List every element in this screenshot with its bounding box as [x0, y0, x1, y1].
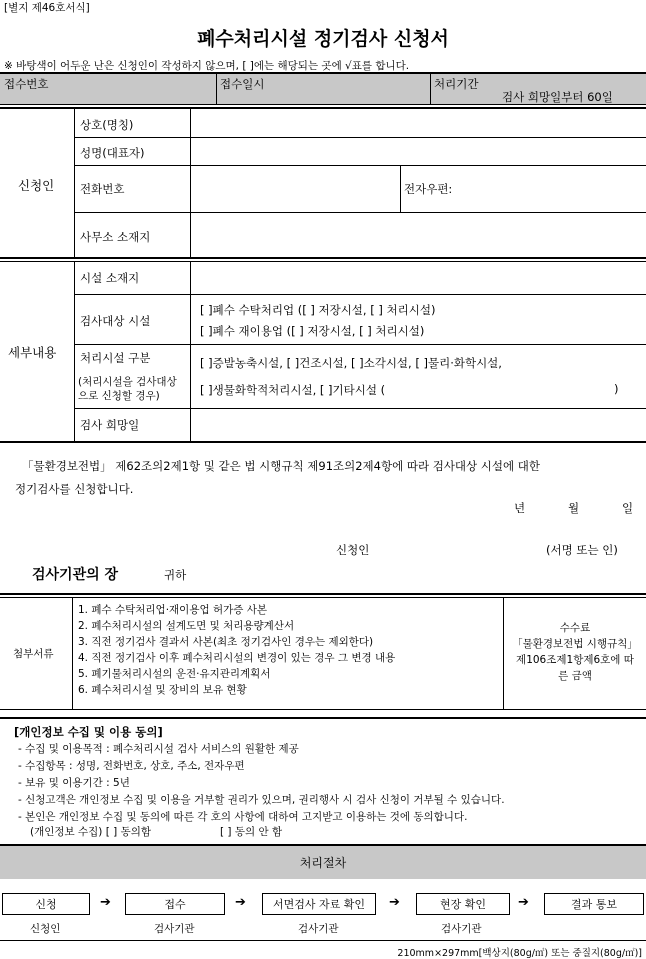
facility-type-close-paren: ) [614, 382, 619, 396]
desired-date-field[interactable] [191, 409, 646, 441]
day-label: 일 [622, 501, 634, 515]
arrow-right-icon: ➔ [518, 895, 529, 910]
details-section-label: 세부내용 [8, 345, 57, 360]
privacy-title: [개인정보 수집 및 이용 동의] [14, 725, 163, 739]
attachment-item: 2. 폐수처리시설의 설계도면 및 처리용량계산서 [78, 620, 295, 632]
fee-line: 「물환경보전법 시행규칙」 [512, 638, 638, 650]
statement-line-1: 「물환경보전법」 제62조의2제1항 및 같은 법 시행규칙 제91조의2제4항에 따라 검사대상 시설에 대한 [22, 459, 541, 473]
processing-period-value: 검사 희망일부터 60일 [502, 90, 613, 104]
privacy-line: - 신청고객은 개인정보 수집 및 이용을 거부할 권리가 있으며, 권리행사 시 검사 신청이 거부될 수 있습니다. [18, 794, 505, 806]
privacy-line: - 수집항목 : 성명, 전화번호, 상호, 주소, 전자우편 [18, 760, 245, 772]
arrow-right-icon: ➔ [100, 895, 111, 910]
fee-info [504, 620, 646, 684]
desired-date-label: 검사 희망일 [80, 418, 140, 432]
phone-label: 전화번호 [80, 182, 125, 196]
actor-applicant: 신청인 [30, 923, 61, 935]
attachments-list [78, 602, 395, 698]
fee-line: 른 금액 [558, 670, 592, 682]
attachment-item: 5. 폐기물처리시설의 운전·유지관리계획서 [78, 668, 271, 680]
attachment-item: 4. 직전 정기검사 이후 폐수처리시설의 변경이 있는 경우 그 변경 내용 [78, 652, 396, 664]
privacy-line: - 수집 및 이용목적 : 폐수처리시설 검사 서비스의 원활한 제공 [18, 743, 299, 755]
paper-spec: 210mm×297mm[백상지(80g/㎡) 또는 중질지(80g/㎡)] [397, 948, 642, 959]
step-site-check: 현장 확인 [416, 893, 510, 915]
company-field[interactable] [191, 109, 646, 137]
attachment-item: 6. 폐수처리시설 및 장비의 보유 현황 [78, 684, 247, 696]
fee-line: 제106조제1항제6호에 따 [516, 654, 634, 666]
facility-location-field[interactable] [191, 262, 646, 294]
facility-type-label: 처리시설 구분 [80, 351, 151, 365]
receipt-date-label: 접수일시 [220, 77, 265, 91]
target-option-reuse[interactable]: [ ]폐수 재이용업 ([ ] 저장시설, [ ] 처리시설) [200, 324, 425, 338]
step-document-review: 서면검사 자료 확인 [262, 893, 376, 915]
attachment-item: 3. 직전 정기검사 결과서 사본(최초 정기검사인 경우는 제외한다) [78, 636, 374, 648]
actor-agency: 검사기관 [298, 923, 339, 935]
step-apply: 신청 [2, 893, 90, 915]
target-option-consignment[interactable]: [ ]폐수 수탁처리업 ([ ] 저장시설, [ ] 처리시설) [200, 303, 436, 317]
arrow-right-icon: ➔ [389, 895, 400, 910]
procedure-header [0, 845, 646, 879]
office-address-field[interactable] [191, 213, 646, 257]
facility-type-note-1: (처리시설을 검사대상 [78, 376, 177, 388]
page-title: 폐수처리시설 정기검사 신청서 [197, 28, 449, 50]
facility-location-label: 시설 소재지 [80, 271, 140, 285]
phone-field[interactable] [191, 166, 400, 212]
representative-label: 성명(대표자) [80, 146, 145, 160]
privacy-line: - 보유 및 이용기간 : 5년 [18, 777, 130, 789]
actor-agency: 검사기관 [154, 923, 195, 935]
facility-type-options-1[interactable]: [ ]증발농축시설, [ ]건조시설, [ ]소각시설, [ ]물리·화학시설, [200, 356, 502, 370]
statement-line-2: 정기검사를 신청합니다. [15, 482, 134, 496]
office-address-label: 사무소 소재지 [80, 230, 151, 244]
representative-field[interactable] [191, 138, 646, 165]
applicant-section-label: 신청인 [18, 178, 55, 193]
inspection-target-label: 검사대상 시설 [80, 314, 151, 328]
email-field[interactable] [466, 166, 646, 212]
recipient: 검사기관의 장 [32, 567, 119, 583]
attachment-item: 1. 폐수 수탁처리업·재이용업 허가증 사본 [78, 604, 267, 616]
notice: ※ 바탕색이 어두운 난은 신청인이 작성하지 않으며, [ ]에는 해당되는 곳에 √표를 합니다. [4, 60, 410, 72]
year-label: 년 [514, 501, 526, 515]
email-label: 전자우편: [404, 182, 453, 196]
step-result-notice: 결과 통보 [544, 893, 644, 915]
procedure-title: 처리절차 [299, 855, 347, 870]
facility-type-options-2[interactable]: [ ]생물화학적처리시설, [ ]기타시설 ( [200, 383, 386, 397]
arrow-right-icon: ➔ [235, 895, 246, 910]
fee-label: 수수료 [559, 622, 591, 634]
applicant-signature-label: 신청인 [336, 543, 370, 557]
privacy-lines [18, 741, 505, 826]
privacy-consent-agree[interactable]: (개인정보 수집) [ ] 동의함 [30, 826, 152, 838]
privacy-line: - 본인은 개인정보 수집 및 동의에 따른 각 호의 사항에 대하여 고지받고 이용하는 것에 동의합니다. [18, 811, 468, 823]
processing-period-label: 처리기간 [434, 77, 479, 91]
actor-agency: 검사기관 [441, 923, 482, 935]
facility-type-note-2: 으로 신청할 경우) [78, 390, 160, 402]
form-tag: [별지 제46호서식] [4, 2, 90, 14]
step-receive: 접수 [125, 893, 225, 915]
company-label: 상호(명칭) [80, 118, 134, 132]
month-label: 월 [568, 501, 580, 515]
attachments-label: 첨부서류 [13, 648, 54, 660]
receipt-number-label: 접수번호 [4, 77, 49, 91]
recipient-honorific: 귀하 [164, 568, 187, 582]
privacy-consent-disagree[interactable]: [ ] 동의 안 함 [220, 826, 283, 838]
signature-field[interactable]: (서명 또는 인) [546, 543, 618, 557]
